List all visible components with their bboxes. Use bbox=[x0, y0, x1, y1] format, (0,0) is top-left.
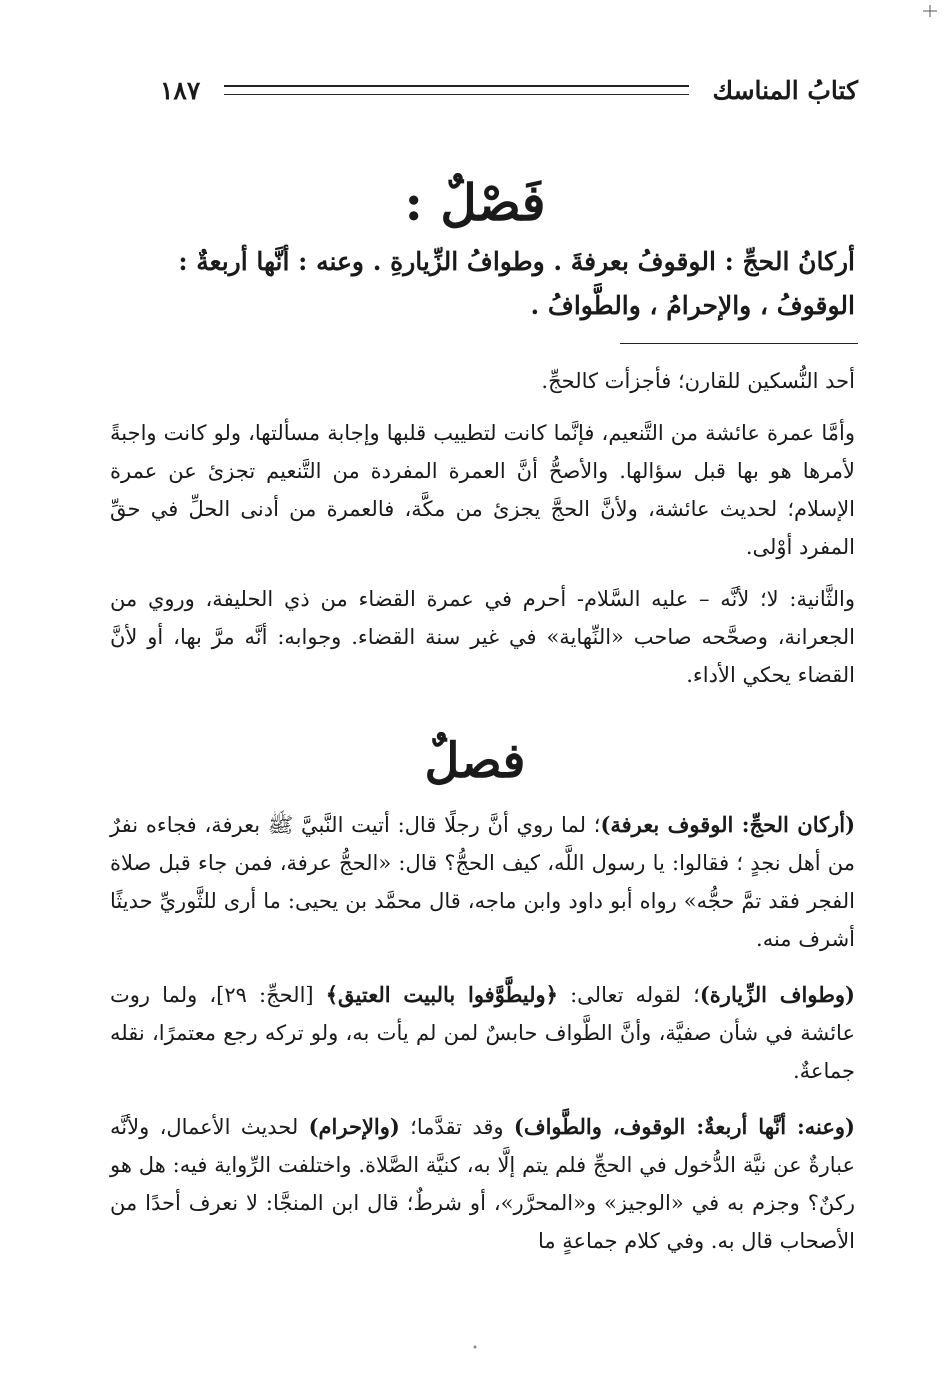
commentary-paragraph: أحد النُّسكين للقارن؛ فأجزأت كالحجِّ. bbox=[541, 369, 855, 393]
page-header bbox=[160, 70, 858, 110]
commentary-text: وقد تقدَّما؛ bbox=[399, 1115, 514, 1139]
commentary-block bbox=[110, 362, 855, 708]
header-rule bbox=[224, 85, 688, 95]
quran-verse: ﴿وليطَّوَّفوا بالبيت العتيق﴾ bbox=[325, 982, 558, 1007]
commentary-text: لحديث الأعمال، ولأنَّه عبارةٌ عن نيَّة الدُّخول في الحجِّ فلم يتم إلَّا به، كنيَّة الصَّلاة. واختلفت الرِّواية فيه: هل هو ركنٌ؟ وجزم به في «الوجيز» و«المحرَّر»، أو شرطٌ؛ قال ابن المنجَّا: لا نعرف أحدًا من الأصحاب قال به. وفي كلام جماعةٍ ما bbox=[110, 1115, 855, 1253]
matn-line: أركانُ الحجِّ : الوقوفُ بعرفةَ . وطوافُ الزِّيارةِ . وعنه : أنَّها أربعةٌ : bbox=[178, 247, 855, 276]
corner-mark-icon bbox=[922, 4, 938, 18]
commentary-block bbox=[110, 806, 855, 1278]
commentary-paragraph: وأمَّا عمرة عائشة من التَّنعيم، فإنَّما كانت لتطييب قلبها وإجابة مسألتها، ولو كانت واجبةً لأمرها هو بها قبل سؤالها. والأصحُّ أنَّ العمرة المفردة من التَّنعيم تجزئ عن عمرة الإسلام؛ لحديث عائشة، ولأنَّ الحجَّ يجزئ من مكَّة، فالعمرة من أدنى الحلِّ في حقِّ المفرد أوْلى. bbox=[110, 421, 855, 559]
matn-text bbox=[110, 240, 855, 328]
commentary-paragraph bbox=[110, 976, 855, 1090]
quoted-matn: (أركان الحجِّ: الوقوف بعرفة) bbox=[600, 812, 856, 837]
commentary-text: ؛ لما روي أنَّ رجلًا قال: أتيت النَّبيَّ ﷺ بعرفة، فجاءه نفرٌ من أهل نجدٍ ؛ فقالوا: يا رسول اللَّه، كيف الحجُّ؟ قال: «الحجُّ عرفة، فمن جاء قبل صلاة الفجر فقد تمَّ حجُّه» رواه أبو داود وابن ماجه، قال محمَّد بن يحيى: ما أرى للثَّوريِّ حديثًا أشرف منه. bbox=[110, 813, 855, 951]
section-heading: فَصْلٌ : bbox=[404, 173, 546, 232]
commentary-text: [الحجِّ: ٢٩]، ولما روت عائشة في شأن صفيَّة، وأنَّ الطَّواف حابسٌ لمن لم يأت به، ولو تركه رجع معتمرًا، نقله جماعةٌ. bbox=[110, 983, 855, 1083]
commentary-text: ؛ لقوله تعالى: bbox=[557, 983, 700, 1007]
quoted-matn: (وعنه: أنَّها أربعةٌ: الوقوف، والطَّواف) bbox=[513, 1114, 855, 1139]
running-title: كتابُ المناسك bbox=[712, 75, 858, 105]
page-dot-icon bbox=[470, 1342, 480, 1352]
separator-rule bbox=[620, 343, 858, 344]
page-number: ١٨٧ bbox=[160, 75, 201, 105]
commentary-paragraph bbox=[110, 806, 855, 958]
section-heading: فصلٌ bbox=[424, 733, 526, 789]
quoted-matn: (والإحرام) bbox=[308, 1114, 400, 1139]
commentary-paragraph: والثَّانية: لا؛ لأنَّه – عليه السَّلام- أحرم في عمرة القضاء من ذي الحليفة، وروي من الجعرانة، وصحَّحه صاحب «النِّهاية» في غير سنة القضاء. وجوابه: أنَّه مرَّ بها، أو لأنَّ القضاء يحكي الأداء. bbox=[110, 587, 855, 687]
matn-line: الوقوفُ ، والإحرامُ ، والطَّوافُ . bbox=[530, 291, 855, 320]
commentary-paragraph bbox=[110, 1108, 855, 1260]
quoted-matn: (وطواف الزِّيارة) bbox=[699, 982, 855, 1007]
